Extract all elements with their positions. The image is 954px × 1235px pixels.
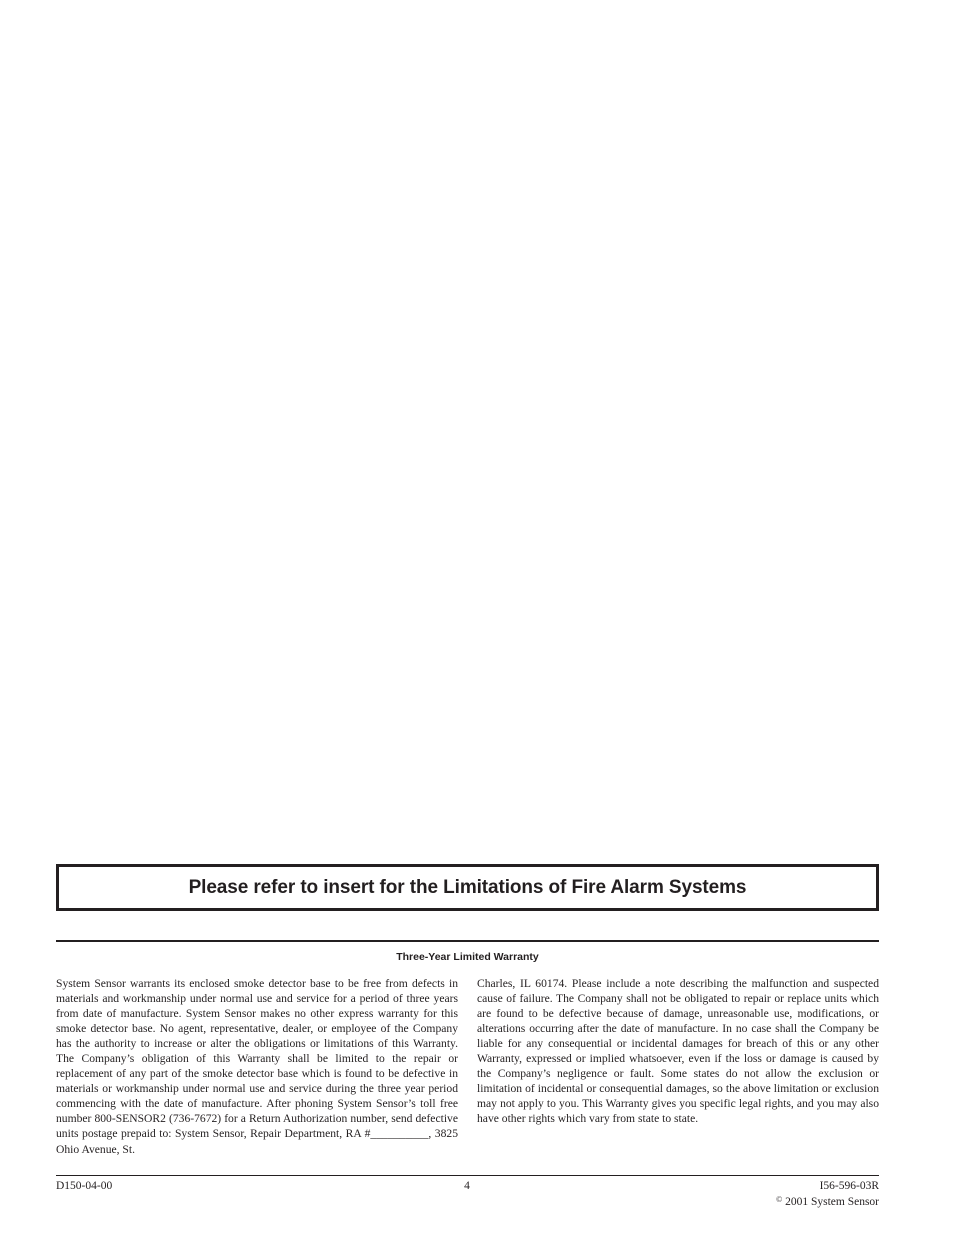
copyright-symbol: © [776,1195,783,1204]
footer-rule [56,1175,879,1176]
warranty-title: Three-Year Limited Warranty [396,951,539,963]
limitations-notice-text: Please refer to insert for the Limitations of Fire Alarm Systems [188,876,747,898]
footer-document-code: D150-04-00 [56,1180,113,1192]
footer-copyright [776,1193,879,1209]
copyright-text: 2001 System Sensor [785,1196,879,1208]
footer-page-number: 4 [464,1180,470,1192]
footer-part-number: I56-596-03R [819,1180,879,1192]
limitations-notice-box [56,864,879,911]
warranty-text-right-column: Charles, IL 60174. Please include a note describing the malfunction and suspected cause of failure. The Company shall not be obligated to repair or replace units which are found to be defective because of damage, unreasonable use, modifications, or alterations occurring after the date of manufacture. In no case shall the Company be liable for any consequential or incidental damages for breach of this or any other Warranty, expressed or implied whatsoever, even if the loss or damage is caused by the Company’s negligence or fault. Some states do not allow the exclusion or limitation of incidental or consequential damages, so the above limitation or exclusion may not apply to you. This Warranty gives you specific legal rights, and you may also have other rights which vary from state to state. [477,977,879,1126]
warranty-text-left-column: System Sensor warrants its enclosed smoke detector base to be free from defects in materials and workmanship under normal use and service for a period of three years from date of manufacture. System Sensor makes no other express warranty for this smoke detector base. No agent, representative, dealer, or employee of the Company has the authority to increase or alter the obligations or limitations of this Warranty. The Company’s obligation of this Warranty shall be limited to the repair or replacement of any part of the smoke detector base which is found to be defective in materials or workmanship under normal use and service during the three year period commencing with the date of manufacture. After phoning System Sensor’s toll free number 800-SENSOR2 (736-7672) for a Return Authorization number, send defective units postage prepaid to: System Sensor, Repair Department, RA #__________, 3825 Ohio Avenue, St. [56,977,458,1156]
warranty-top-rule [56,940,879,942]
footer-right-block [776,1179,879,1209]
